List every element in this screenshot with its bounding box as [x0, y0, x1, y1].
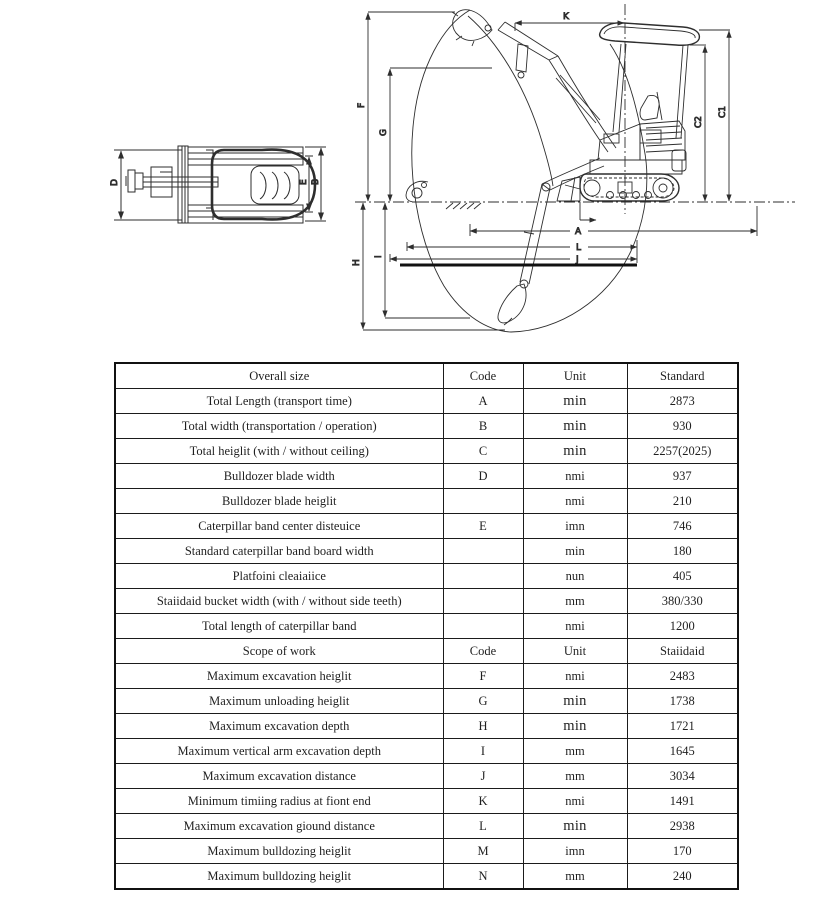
cell-unit: nmi: [523, 614, 627, 639]
excavator-dimension-drawing: [0, 0, 840, 356]
dim-label-b: B: [311, 178, 321, 185]
cell-unit: mm: [523, 864, 627, 890]
table-header-row: [115, 639, 738, 664]
header-cell: Unit: [523, 363, 627, 389]
dim-label-c2: C2: [694, 115, 704, 128]
table-header-row: [115, 363, 738, 389]
cell-description: Total length of caterpillar band: [115, 614, 443, 639]
cell-unit: min: [523, 389, 627, 414]
cell-description: Total Length (transport time): [115, 389, 443, 414]
cell-standard: 210: [627, 489, 738, 514]
cell-description: Maximum vertical arm excavation depth: [115, 739, 443, 764]
cell-description: Total width (transportation / operation): [115, 414, 443, 439]
cell-code: G: [443, 689, 523, 714]
cell-code: M: [443, 839, 523, 864]
cell-standard: 2257(2025): [627, 439, 738, 464]
dim-label-e: E: [299, 179, 309, 185]
cell-code: N: [443, 864, 523, 890]
cell-standard: 170: [627, 839, 738, 864]
cell-unit: min: [523, 439, 627, 464]
cell-description: Maximum excavation distance: [115, 764, 443, 789]
cell-description: Total heiglit (with / without ceiling): [115, 439, 443, 464]
cell-description: Maximum excavation giound distance: [115, 814, 443, 839]
spec-table-body: [115, 363, 738, 889]
cell-standard: 1738: [627, 689, 738, 714]
cell-standard: 1721: [627, 714, 738, 739]
table-row: [115, 664, 738, 689]
cell-code: [443, 539, 523, 564]
side-view-drawing: [352, 4, 795, 332]
cell-standard: 3034: [627, 764, 738, 789]
cell-description: Platfoini cleaiaiice: [115, 564, 443, 589]
cell-code: A: [443, 389, 523, 414]
cell-unit: min: [523, 814, 627, 839]
cell-standard: 1645: [627, 739, 738, 764]
cell-code: B: [443, 414, 523, 439]
table-row: [115, 414, 738, 439]
table-row: [115, 814, 738, 839]
cell-unit: nun: [523, 564, 627, 589]
cell-standard: 937: [627, 464, 738, 489]
cell-unit: mm: [523, 589, 627, 614]
cell-unit: nmi: [523, 464, 627, 489]
cell-code: [443, 614, 523, 639]
cell-description: Caterpillar band center disteuice: [115, 514, 443, 539]
cell-description: Staiidaid bucket width (with / without side teeth): [115, 589, 443, 614]
cell-standard: 930: [627, 414, 738, 439]
header-cell: Staiidaid: [627, 639, 738, 664]
table-row: [115, 764, 738, 789]
cell-unit: imn: [523, 839, 627, 864]
cell-description: Minimum timiing radius at fiont end: [115, 789, 443, 814]
cell-description: Bulldozer blade heiglit: [115, 489, 443, 514]
dim-label-d: D: [110, 179, 120, 186]
cell-standard: 180: [627, 539, 738, 564]
table-row: [115, 739, 738, 764]
cell-description: Maximum unloading heiglit: [115, 689, 443, 714]
cell-unit: min: [523, 539, 627, 564]
table-row: [115, 614, 738, 639]
cell-code: [443, 564, 523, 589]
cell-code: C: [443, 439, 523, 464]
cell-code: I: [443, 739, 523, 764]
table-row: [115, 464, 738, 489]
cell-unit: nmi: [523, 789, 627, 814]
cell-unit: mm: [523, 739, 627, 764]
cell-standard: 746: [627, 514, 738, 539]
table-row: [115, 439, 738, 464]
cell-unit: mm: [523, 764, 627, 789]
table-row: [115, 689, 738, 714]
cell-standard: 2873: [627, 389, 738, 414]
cell-code: L: [443, 814, 523, 839]
cell-unit: nmi: [523, 489, 627, 514]
cell-unit: min: [523, 689, 627, 714]
dim-label-a: A: [575, 227, 582, 237]
table-row: [115, 539, 738, 564]
cell-code: [443, 489, 523, 514]
cell-standard: 405: [627, 564, 738, 589]
cell-standard: 2938: [627, 814, 738, 839]
header-cell: Overall size: [115, 363, 443, 389]
dim-label-i: I: [374, 255, 384, 258]
cell-code: K: [443, 789, 523, 814]
table-row: [115, 514, 738, 539]
dim-label-g: G: [379, 129, 389, 136]
header-cell: Code: [443, 363, 523, 389]
spec-table: [114, 362, 739, 890]
header-cell: Standard: [627, 363, 738, 389]
cell-standard: 1200: [627, 614, 738, 639]
dim-label-c1: C1: [718, 105, 728, 118]
table-row: [115, 714, 738, 739]
cell-code: D: [443, 464, 523, 489]
cell-description: Bulldozer blade width: [115, 464, 443, 489]
table-row: [115, 789, 738, 814]
cell-description: Maximum bulldozing heiglit: [115, 864, 443, 890]
table-row: [115, 589, 738, 614]
cell-description: Maximum bulldozing heiglit: [115, 839, 443, 864]
top-view-drawing: [110, 146, 326, 223]
cell-standard: 380/330: [627, 589, 738, 614]
cell-code: E: [443, 514, 523, 539]
dim-label-k: K: [563, 12, 569, 22]
cell-standard: 240: [627, 864, 738, 890]
table-row: [115, 389, 738, 414]
cell-unit: imn: [523, 514, 627, 539]
dim-label-h: H: [352, 259, 362, 266]
cell-description: Maximum excavation depth: [115, 714, 443, 739]
cell-unit: nmi: [523, 664, 627, 689]
cell-unit: min: [523, 714, 627, 739]
header-cell: Unit: [523, 639, 627, 664]
cell-description: Maximum excavation heiglit: [115, 664, 443, 689]
header-cell: Code: [443, 639, 523, 664]
table-row: [115, 489, 738, 514]
cell-code: H: [443, 714, 523, 739]
cell-code: J: [443, 764, 523, 789]
table-row: [115, 864, 738, 890]
dim-label-j: J: [576, 255, 579, 265]
cell-standard: 2483: [627, 664, 738, 689]
cell-description: Standard caterpillar band board width: [115, 539, 443, 564]
dim-label-l: L: [576, 243, 582, 253]
cell-standard: 1491: [627, 789, 738, 814]
cell-code: [443, 589, 523, 614]
cell-unit: min: [523, 414, 627, 439]
dim-label-f: F: [357, 102, 367, 108]
table-row: [115, 564, 738, 589]
cell-code: F: [443, 664, 523, 689]
header-cell: Scope of work: [115, 639, 443, 664]
table-row: [115, 839, 738, 864]
